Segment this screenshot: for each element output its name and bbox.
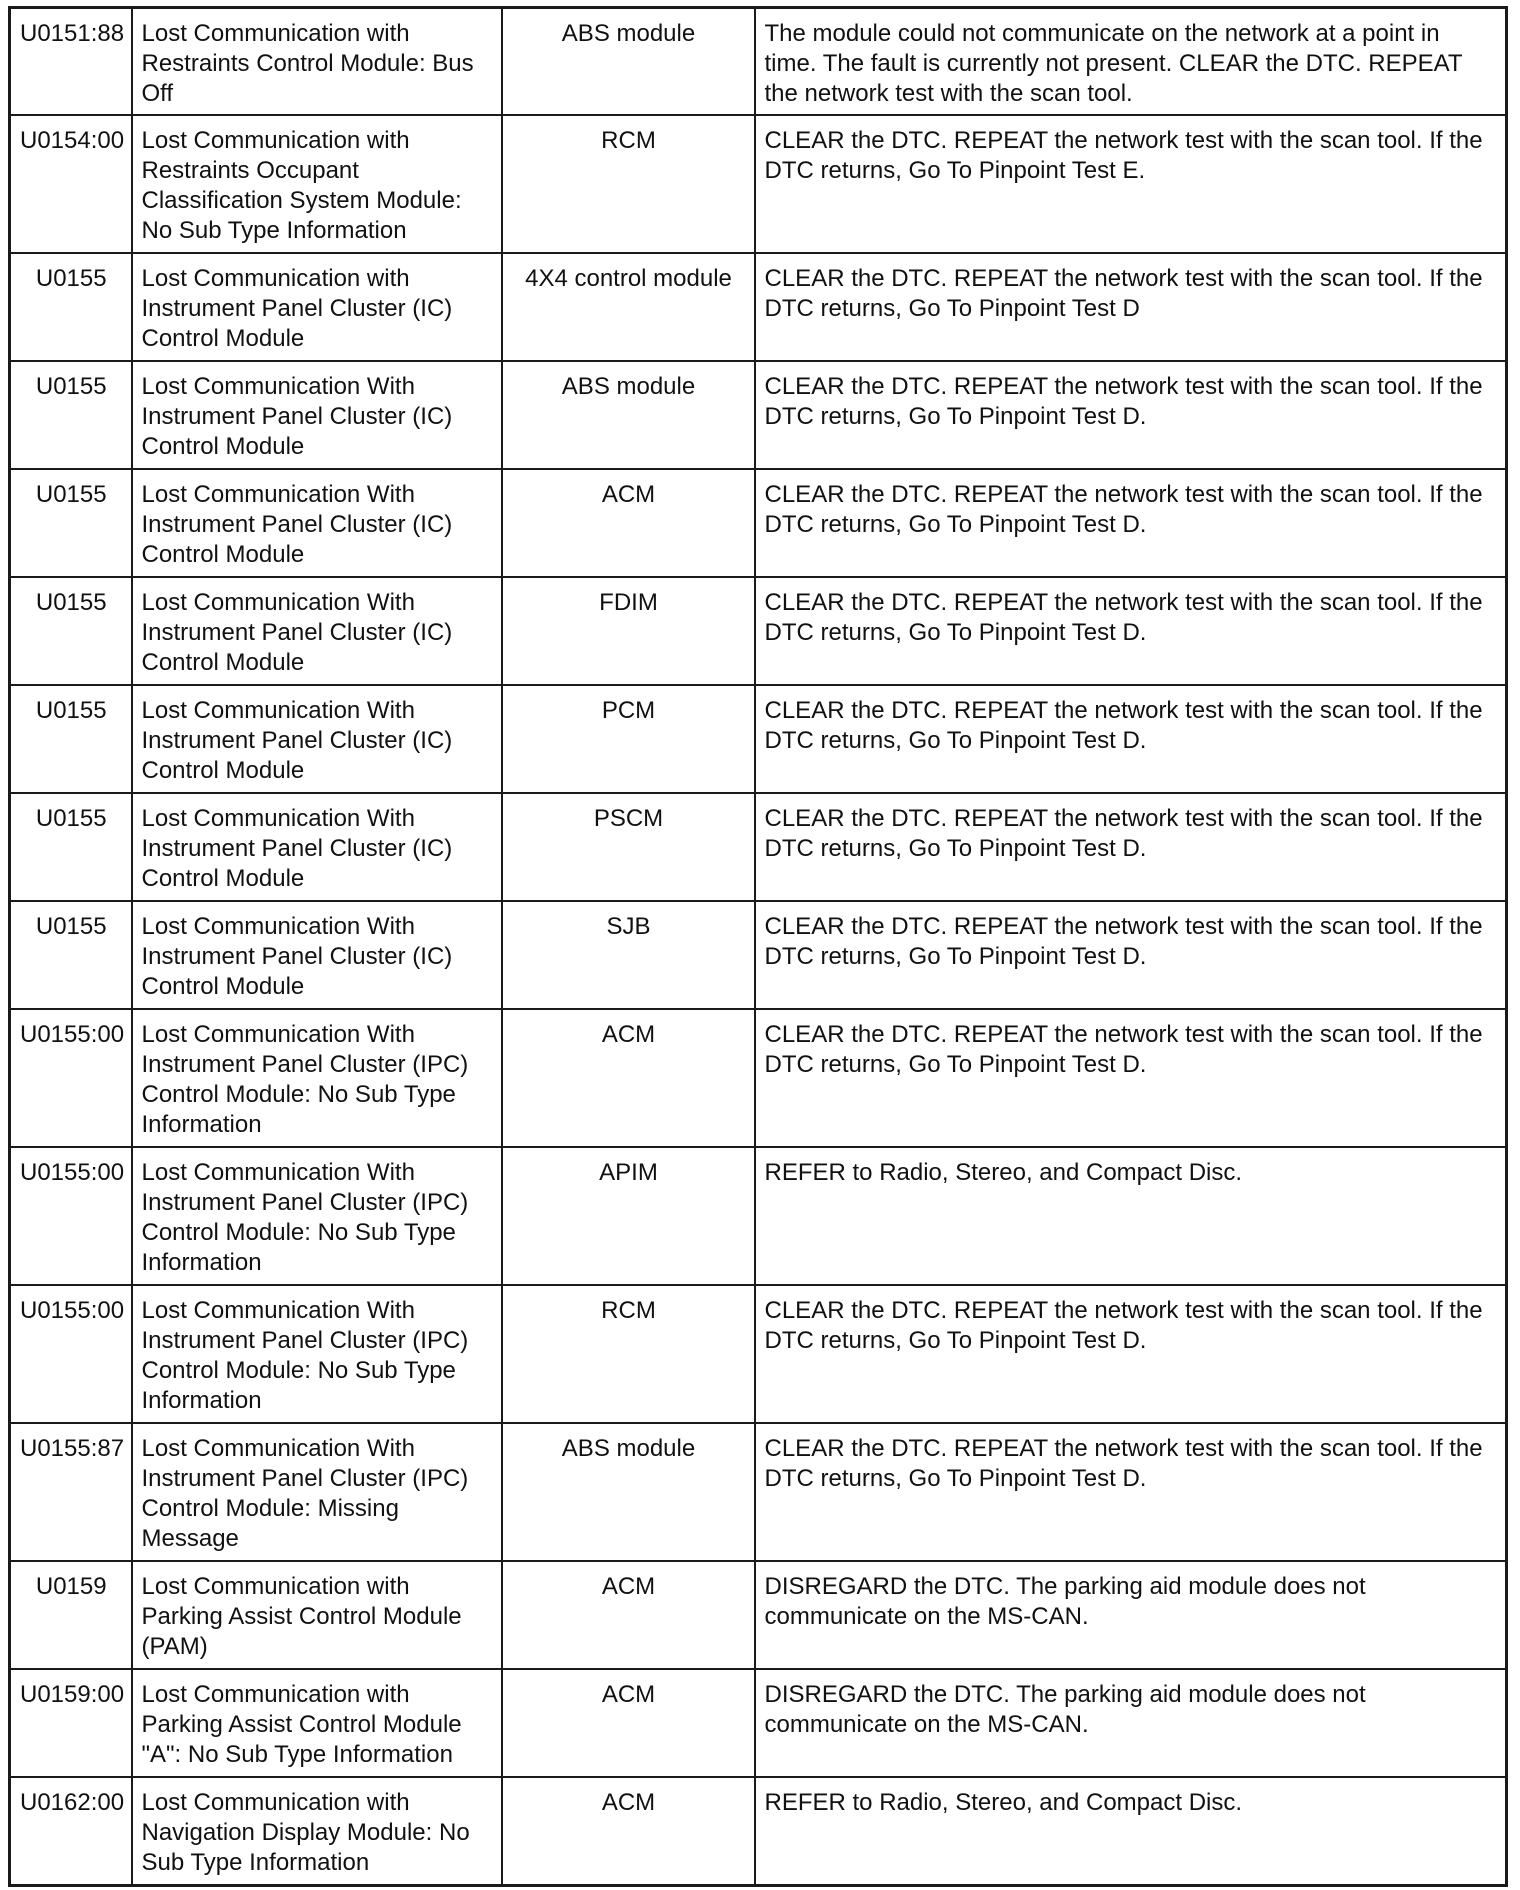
table-row [10,1285,1507,1423]
module-cell: ACM [502,1009,755,1147]
dtc-description-cell: Lost Communication with Parking Assist Control Module (PAM) [132,1561,502,1669]
dtc-description-cell: Lost Communication with Restraints Occupant Classification System Module: No Sub Type Information [132,115,502,253]
dtc-description-cell: Lost Communication With Instrument Panel Cluster (IC) Control Module [132,469,502,577]
dtc-code-cell: U0155 [10,793,132,901]
dtc-code-cell: U0155 [10,685,132,793]
action-cell: CLEAR the DTC. REPEAT the network test with the scan tool. If the DTC returns, Go To Pinpoint Test D. [755,1423,1507,1561]
dtc-document [8,6,1505,1887]
action-cell: DISREGARD the DTC. The parking aid module does not communicate on the MS-CAN. [755,1669,1507,1777]
module-cell: ACM [502,1669,755,1777]
dtc-code-cell: U0155:00 [10,1009,132,1147]
table-row [10,1147,1507,1285]
module-cell: ACM [502,469,755,577]
module-cell: ACM [502,1777,755,1885]
dtc-code-cell: U0155 [10,577,132,685]
dtc-description-cell: Lost Communication With Instrument Panel Cluster (IPC) Control Module: No Sub Type Information [132,1009,502,1147]
dtc-table [8,6,1508,1887]
table-row [10,685,1507,793]
module-cell: RCM [502,115,755,253]
action-cell: CLEAR the DTC. REPEAT the network test with the scan tool. If the DTC returns, Go To Pinpoint Test E. [755,115,1507,253]
dtc-code-cell: U0155 [10,253,132,361]
module-cell: ACM [502,1561,755,1669]
dtc-code-cell: U0159:00 [10,1669,132,1777]
table-row [10,1009,1507,1147]
module-cell: RCM [502,1285,755,1423]
action-cell: CLEAR the DTC. REPEAT the network test with the scan tool. If the DTC returns, Go To Pinpoint Test D [755,253,1507,361]
action-cell: CLEAR the DTC. REPEAT the network test with the scan tool. If the DTC returns, Go To Pinpoint Test D. [755,361,1507,469]
module-cell: ABS module [502,361,755,469]
dtc-description-cell: Lost Communication with Navigation Display Module: No Sub Type Information [132,1777,502,1885]
module-cell: PCM [502,685,755,793]
table-row [10,1561,1507,1669]
table-row [10,253,1507,361]
table-row [10,901,1507,1009]
module-cell: ABS module [502,8,755,116]
dtc-description-cell: Lost Communication With Instrument Panel Cluster (IC) Control Module [132,361,502,469]
action-cell: CLEAR the DTC. REPEAT the network test with the scan tool. If the DTC returns, Go To Pinpoint Test D. [755,469,1507,577]
table-row [10,361,1507,469]
module-cell: 4X4 control module [502,253,755,361]
module-cell: ABS module [502,1423,755,1561]
dtc-description-cell: Lost Communication With Instrument Panel Cluster (IC) Control Module [132,685,502,793]
module-cell: FDIM [502,577,755,685]
dtc-description-cell: Lost Communication with Restraints Control Module: Bus Off [132,8,502,116]
module-cell: SJB [502,901,755,1009]
dtc-code-cell: U0155:00 [10,1147,132,1285]
action-cell: CLEAR the DTC. REPEAT the network test with the scan tool. If the DTC returns, Go To Pinpoint Test D. [755,685,1507,793]
table-row [10,1777,1507,1885]
module-cell: APIM [502,1147,755,1285]
table-row [10,1669,1507,1777]
dtc-code-cell: U0155:00 [10,1285,132,1423]
dtc-code-cell: U0155 [10,469,132,577]
action-cell: DISREGARD the DTC. The parking aid module does not communicate on the MS-CAN. [755,1561,1507,1669]
dtc-description-cell: Lost Communication With Instrument Panel Cluster (IPC) Control Module: No Sub Type Information [132,1285,502,1423]
module-cell: PSCM [502,793,755,901]
action-cell: REFER to Radio, Stereo, and Compact Disc. [755,1777,1507,1885]
dtc-description-cell: Lost Communication With Instrument Panel Cluster (IPC) Control Module: Missing Message [132,1423,502,1561]
dtc-code-cell: U0155:87 [10,1423,132,1561]
action-cell: CLEAR the DTC. REPEAT the network test with the scan tool. If the DTC returns, Go To Pinpoint Test D. [755,577,1507,685]
table-row [10,793,1507,901]
dtc-code-cell: U0162:00 [10,1777,132,1885]
action-cell: REFER to Radio, Stereo, and Compact Disc. [755,1147,1507,1285]
dtc-code-cell: U0151:88 [10,8,132,116]
dtc-table-body [10,8,1507,1886]
dtc-description-cell: Lost Communication With Instrument Panel Cluster (IPC) Control Module: No Sub Type Information [132,1147,502,1285]
action-cell: CLEAR the DTC. REPEAT the network test with the scan tool. If the DTC returns, Go To Pinpoint Test D. [755,793,1507,901]
table-row [10,469,1507,577]
table-row [10,115,1507,253]
action-cell: CLEAR the DTC. REPEAT the network test with the scan tool. If the DTC returns, Go To Pinpoint Test D. [755,1285,1507,1423]
dtc-code-cell: U0159 [10,1561,132,1669]
table-row [10,1423,1507,1561]
dtc-code-cell: U0154:00 [10,115,132,253]
table-row [10,8,1507,116]
dtc-description-cell: Lost Communication with Instrument Panel Cluster (IC) Control Module [132,253,502,361]
action-cell: The module could not communicate on the network at a point in time. The fault is currently not present. CLEAR the DTC. REPEAT the network test with the scan tool. [755,8,1507,116]
action-cell: CLEAR the DTC. REPEAT the network test with the scan tool. If the DTC returns, Go To Pinpoint Test D. [755,1009,1507,1147]
dtc-description-cell: Lost Communication with Parking Assist Control Module "A": No Sub Type Information [132,1669,502,1777]
dtc-code-cell: U0155 [10,901,132,1009]
action-cell: CLEAR the DTC. REPEAT the network test with the scan tool. If the DTC returns, Go To Pinpoint Test D. [755,901,1507,1009]
dtc-description-cell: Lost Communication With Instrument Panel Cluster (IC) Control Module [132,793,502,901]
dtc-description-cell: Lost Communication With Instrument Panel Cluster (IC) Control Module [132,901,502,1009]
table-row [10,577,1507,685]
dtc-code-cell: U0155 [10,361,132,469]
dtc-description-cell: Lost Communication With Instrument Panel Cluster (IC) Control Module [132,577,502,685]
